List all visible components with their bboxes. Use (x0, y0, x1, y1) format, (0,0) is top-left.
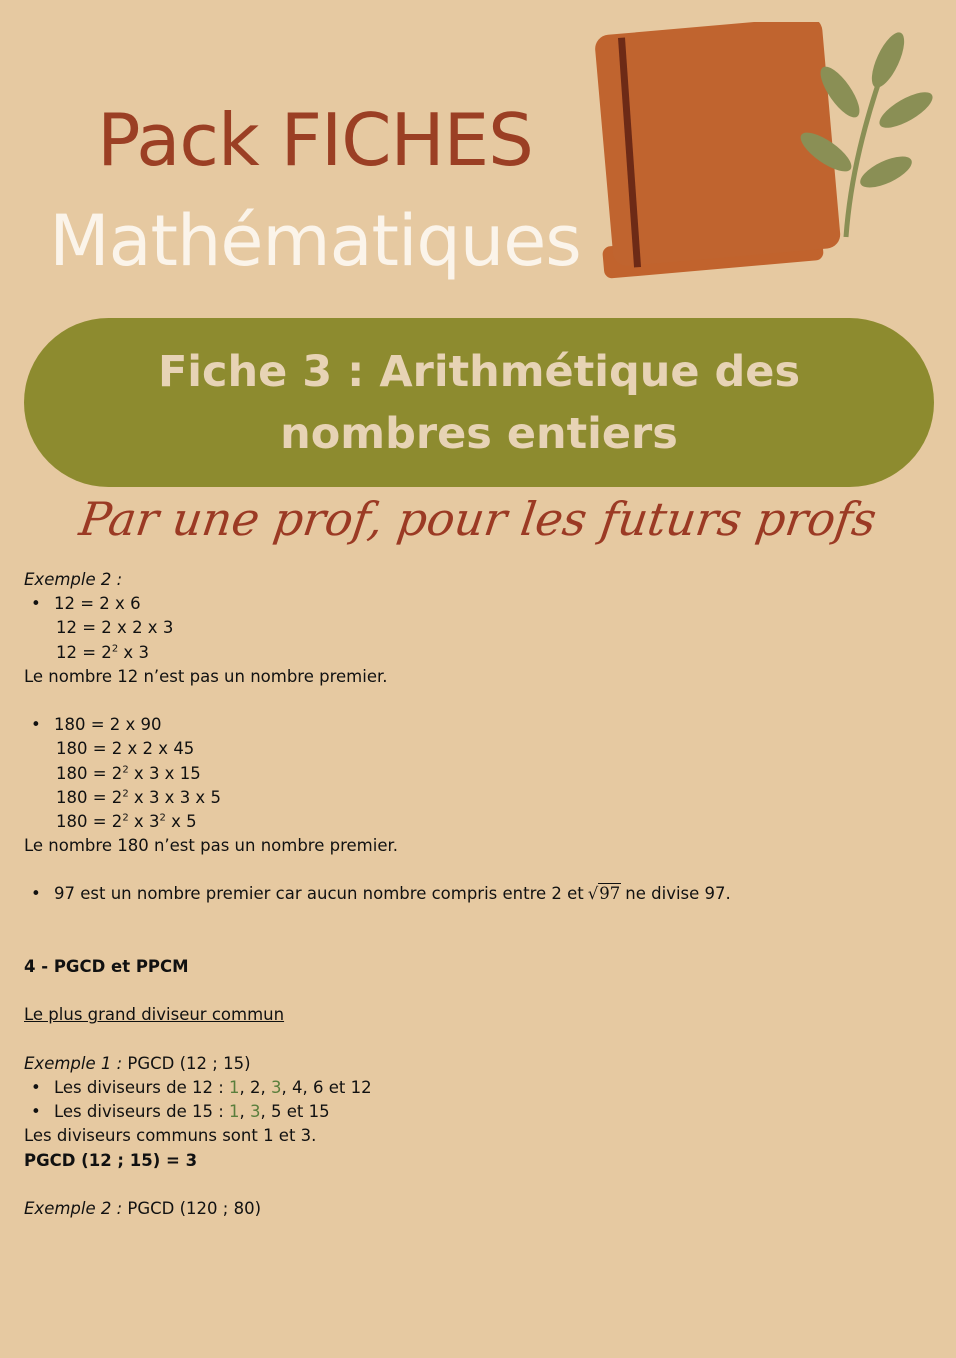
subsection-heading: Le plus grand diviseur commun (24, 1005, 285, 1025)
list-item: • Les diviseurs de 12 : 1, 2, 3, 4, 6 et 12 (24, 1076, 924, 1100)
equation-line: $12 = 2^2$ x 3 (56, 642, 149, 662)
section-heading: 4 - PGCD et PPCM (24, 957, 189, 976)
equation-line: $180 = 2^2$ x $3^2$ x 5 (56, 811, 197, 831)
example-label: Exemple 2 : (24, 570, 123, 589)
title-pack-fiches: Pack FICHES (97, 98, 533, 182)
equation-line: $180 = 2^2$ x 3 x 15 (56, 763, 201, 783)
book-icon (594, 22, 841, 279)
common-divisors-text: Les diviseurs communs sont 1 et 3. (24, 1126, 317, 1146)
book-illustration (588, 22, 933, 287)
list-item: • Les diviseurs de 15 : 1, 3, 5 et 15 (24, 1100, 924, 1124)
example-line: Exemple 1 : PGCD (12 ; 15) (24, 1053, 251, 1073)
equation-line: 180 = 2 x 2 x 45 (56, 739, 195, 759)
list-item: • 12 = 2 x 6 (24, 592, 924, 616)
fiche-banner (24, 318, 934, 487)
title-mathematiques: Mathématiques (49, 200, 581, 282)
square-root: √97 (587, 884, 621, 904)
pgcd-result: PGCD (12 ; 15) = 3 (24, 1150, 198, 1170)
equation-line: 12 = 2 x 2 x 3 (56, 618, 174, 638)
tagline: Par une prof, pour les futurs profs (76, 492, 880, 546)
list-item: • 180 = 2 x 90 (24, 713, 924, 737)
example-line: Exemple 2 : PGCD (120 ; 80) (24, 1198, 262, 1218)
equation-line: $180 = 2^2$ x 3 x 3 x 5 (56, 787, 221, 807)
conclusion-text: Le nombre 180 n’est pas un nombre premier. (24, 836, 398, 856)
conclusion-text: Le nombre 12 n’est pas un nombre premier. (24, 666, 388, 686)
list-item: • 97 est un nombre premier car aucun nombre compris entre 2 et √97 ne divise 97. (24, 882, 924, 906)
document-body (24, 568, 924, 1221)
fiche-title: Fiche 3 : Arithmétique des nombres entiers (157, 346, 801, 459)
